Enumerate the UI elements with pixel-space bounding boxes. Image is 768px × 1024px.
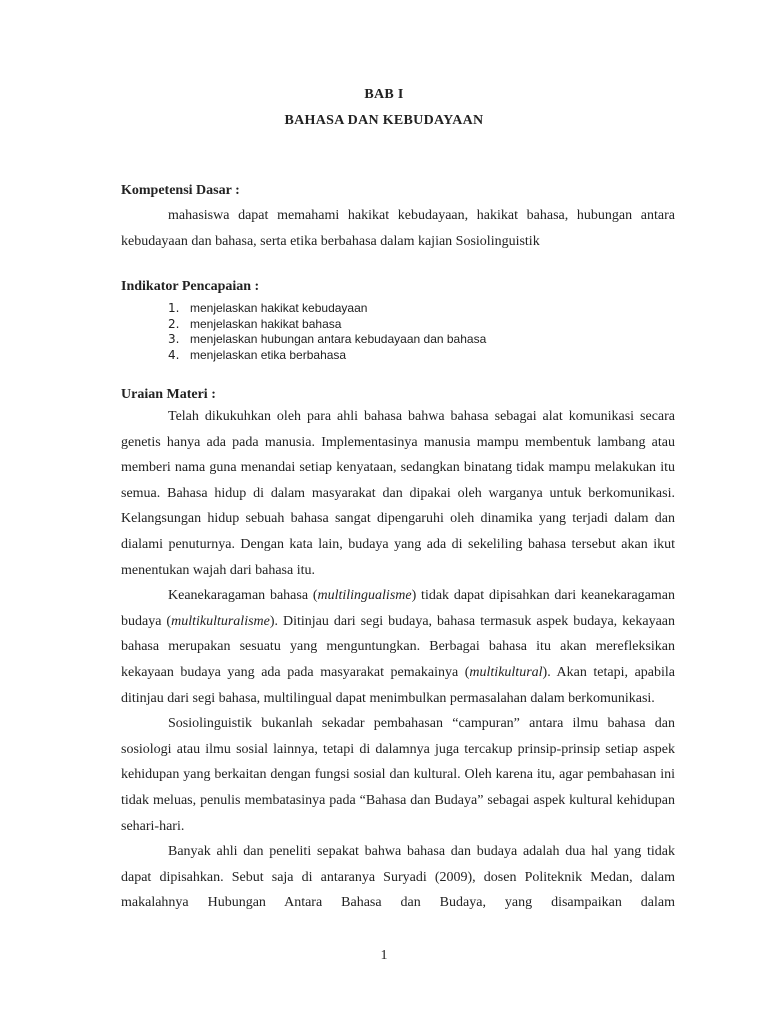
- list-number: 3.: [168, 332, 180, 346]
- paragraph-4: Banyak ahli dan peneliti sepakat bahwa bahasa dan budaya adalah dua hal yang tidak dapat dipisahkan. Sebut saja di antaranya Suryadi (2009), dosen Politeknik Medan, dalam makalahnya Hubungan Antara Bahasa dan Budaya, yang disampaikan dalam: [121, 844, 675, 911]
- term-multilingualisme: multilingualisme: [317, 588, 412, 604]
- paragraph-1: Telah dikukuhkan oleh para ahli bahasa bahwa bahasa sebagai alat komunikasi secara genetis hanya ada pada manusia. Implementasinya manusia mampu membentuk lambang atau memberi nama guna menandai setiap kenyataan, sedangkan binatang tidak mampu melakukan itu semua. Bahasa hidup di dalam masyarakat dan dipakai oleh warganya untuk berkomunikasi. Kelangsungan hidup sebuah bahasa sangat dipengaruhi oleh dinamika yang terjadi dalam dan dialami penuturnya. Dengan kata lain, budaya yang ada di sekeliling bahasa tersebut akan ikut menentukan wajah dari bahasa itu.: [121, 409, 675, 578]
- paragraph-3: Sosiolinguistik bukanlah sekadar pembahasan “campuran” antara ilmu bahasa dan sosiologi atau ilmu sosial lainnya, tetapi di dalamnya juga tercakup prinsip-prinsip setiap aspek kehidupan yang berkaitan dengan fungsi sosial dan kultural. Oleh karena itu, agar pembahasan ini tidak meluas, penulis membatasinya pada “Bahasa dan Budaya” sebagai aspek kultural kehidupan sehari-hari.: [121, 716, 675, 834]
- indikator-list: [168, 301, 486, 363]
- paragraph-2-part-a: Keanekaragaman bahasa (: [168, 588, 318, 604]
- list-number: 2.: [168, 316, 180, 331]
- uraian-heading: Uraian Materi :: [121, 387, 216, 402]
- kompetensi-heading: Kompetensi Dasar :: [121, 183, 240, 198]
- list-number: 1.: [168, 301, 180, 315]
- list-text: menjelaskan etika berbahasa: [190, 347, 347, 362]
- chapter-title: BAHASA DAN KEBUDAYAAN: [284, 113, 484, 128]
- list-text: menjelaskan hakikat kebudayaan: [190, 301, 368, 315]
- list-item: [168, 301, 486, 317]
- term-multikultural: multikultural: [469, 664, 543, 680]
- paragraph-2: [121, 583, 675, 711]
- chapter-number: BAB I: [364, 87, 404, 102]
- paragraph-2-part-d: ). Akan tetapi, apabila ditinjau dari segi bahasa, multilingual dapat menimbulkan permasalahan dalam berkomunikasi.: [121, 664, 675, 706]
- list-item: [168, 332, 486, 348]
- kompetensi-text-block: [121, 203, 675, 255]
- list-item: [168, 348, 486, 364]
- page-number: 1: [380, 948, 388, 963]
- paragraph-2-part-b: ) tidak dapat dipisahkan dari keanekaragaman budaya (: [121, 588, 675, 629]
- list-text: menjelaskan hubungan antara kebudayaan dan bahasa: [190, 332, 487, 346]
- list-item: [168, 317, 486, 333]
- list-text: menjelaskan hakikat bahasa: [190, 316, 342, 331]
- term-multikulturalisme: multikulturalisme: [171, 613, 270, 629]
- paragraph-2-part-c: ). Ditinjau dari segi budaya, bahasa termasuk aspek budaya, kekayaan bahasa merupakan sesuatu yang menguntungkan. Berbagai bahasa itu akan merefleksikan kekayaan budaya yang ada pada masyarakat pemakainya (: [121, 613, 676, 680]
- uraian-body: [121, 404, 675, 916]
- kompetensi-text: mahasiswa dapat memahami hakikat kebudayaan, hakikat bahasa, hubungan antara kebudayaan dan bahasa, serta etika berbahasa dalam kajian Sosiolinguistik: [121, 208, 675, 249]
- indikator-heading: Indikator Pencapaian :: [121, 279, 260, 294]
- list-number: 4.: [168, 347, 180, 362]
